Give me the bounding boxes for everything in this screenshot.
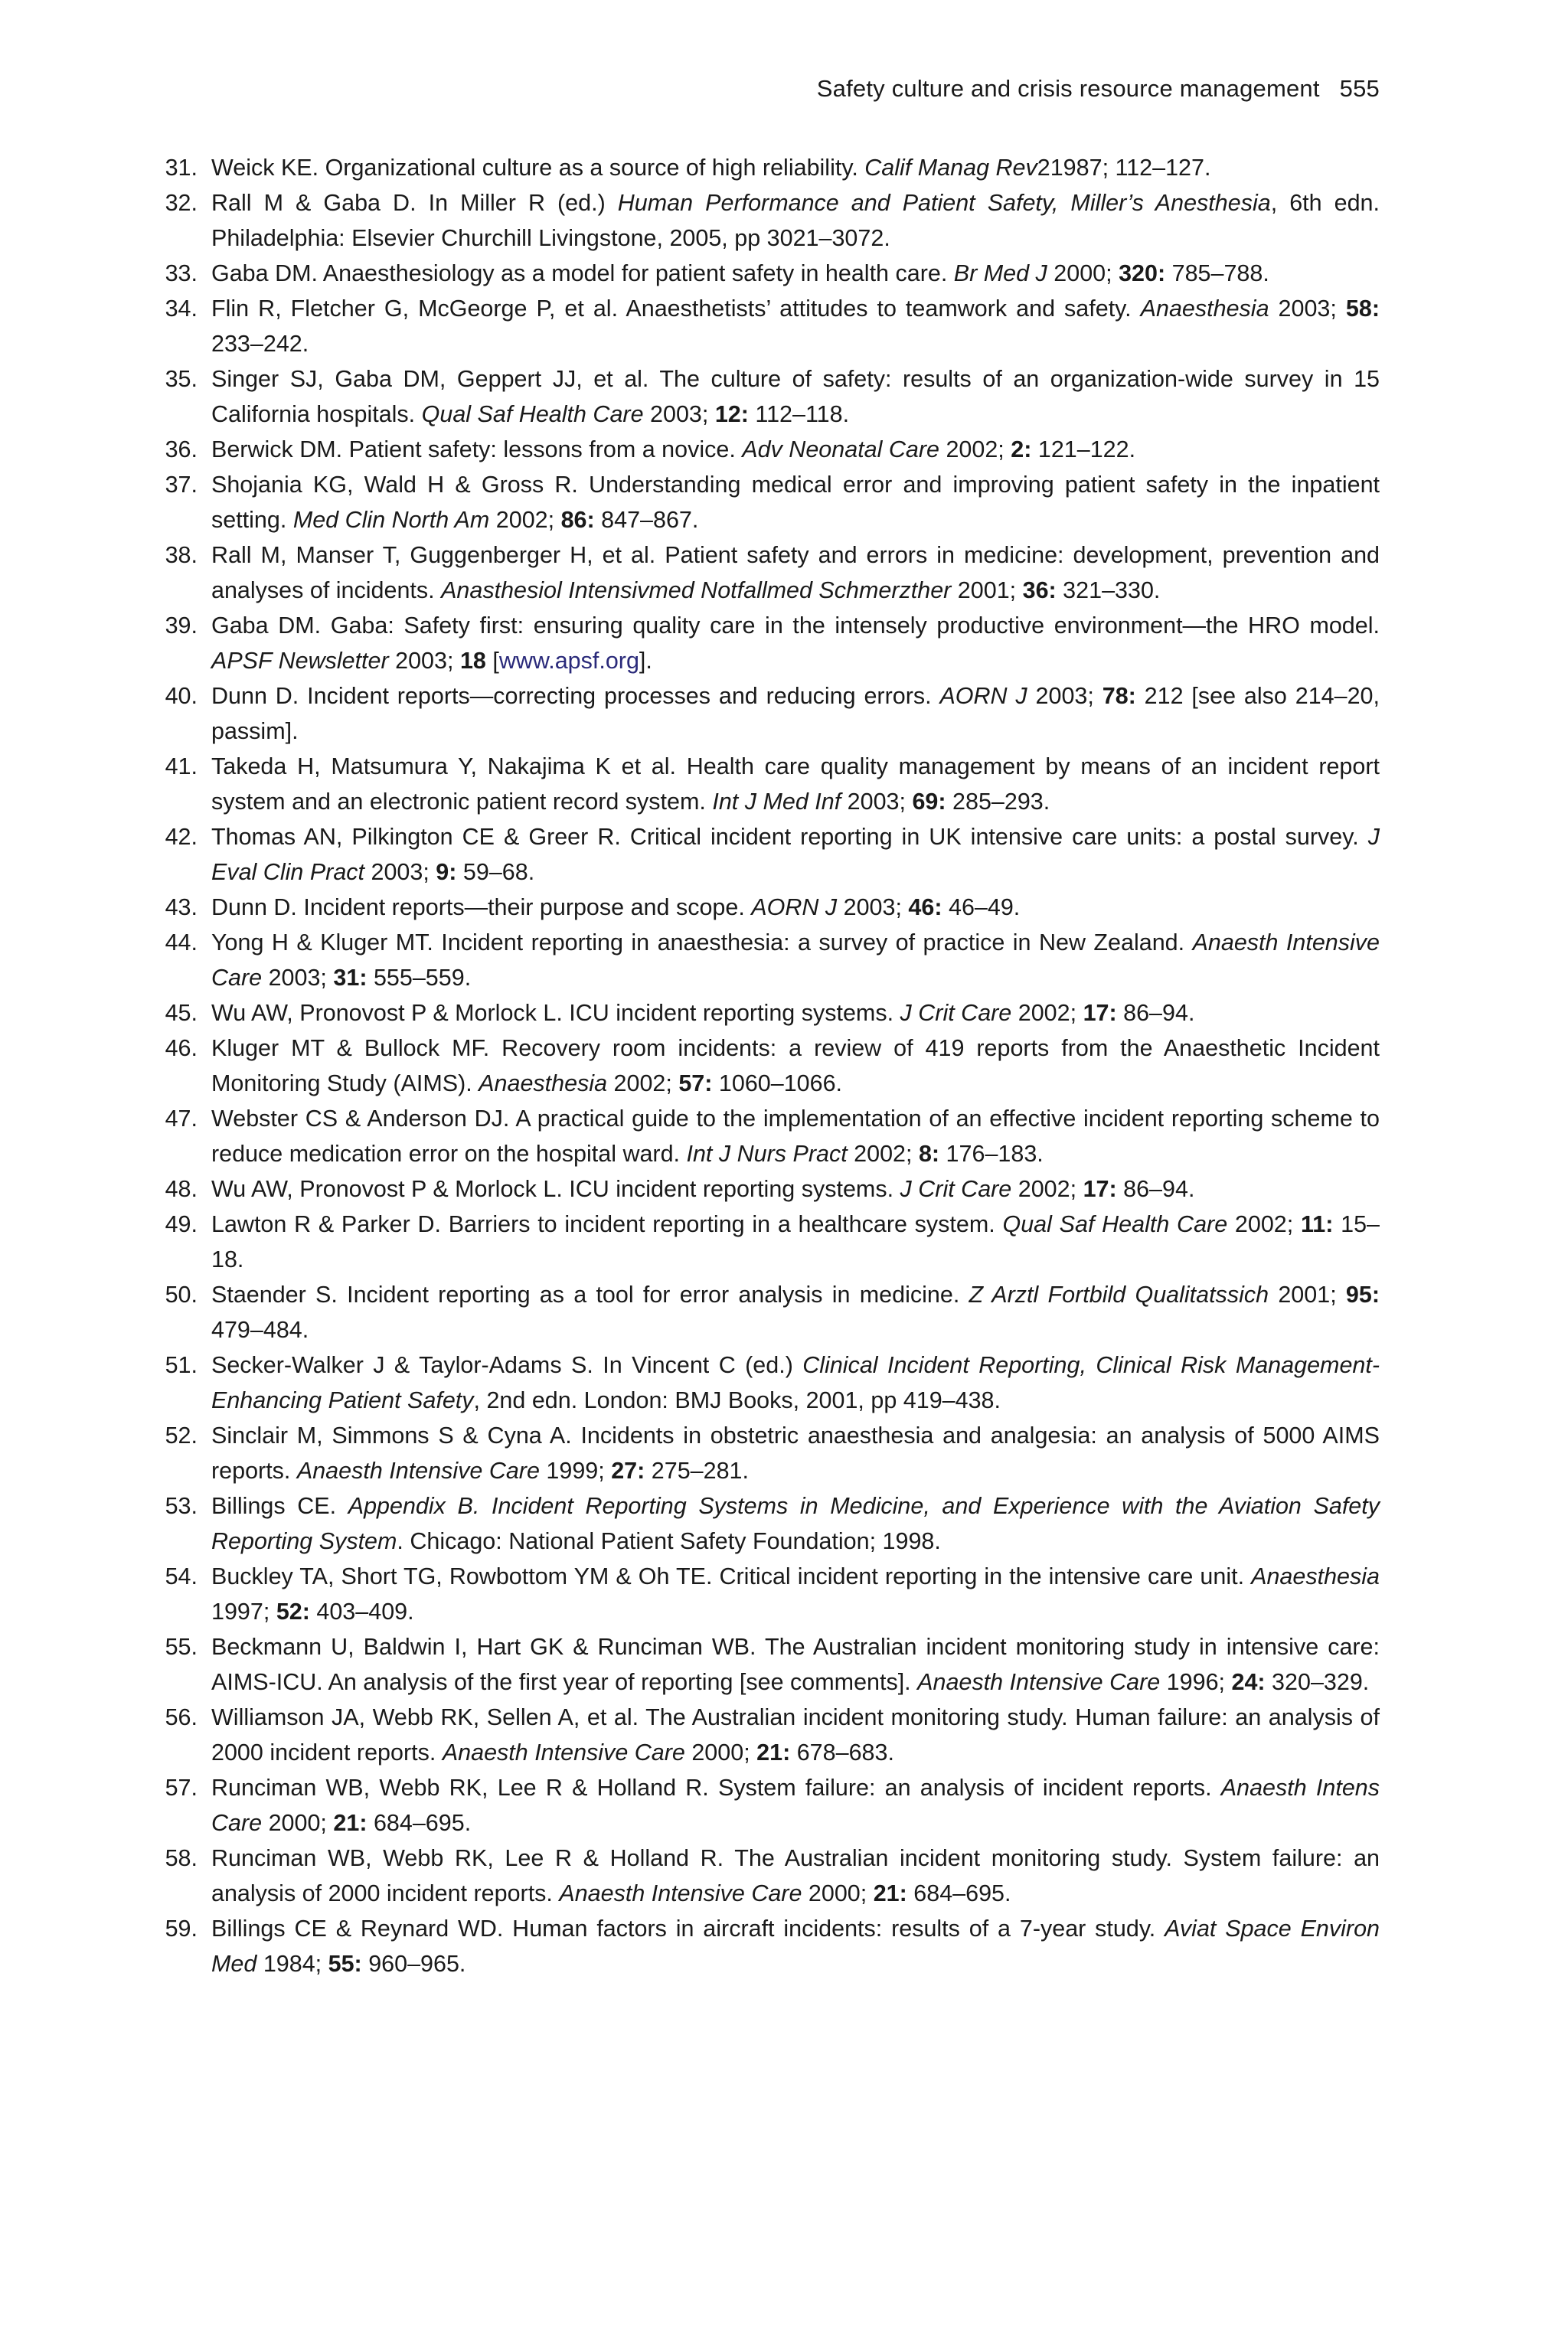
reference-text-segment: 15–18.	[211, 1211, 1380, 1272]
reference-item	[153, 925, 1380, 995]
journal-title: Adv Neonatal Care	[742, 436, 939, 462]
reference-text	[211, 432, 1380, 467]
reference-text-segment: 2000;	[802, 1880, 874, 1906]
journal-title: Anaesthesia	[1140, 296, 1269, 322]
reference-number: 39.	[165, 612, 198, 639]
reference-number: 50.	[165, 1282, 198, 1308]
journal-title: Int J Med Inf	[712, 789, 841, 815]
reference-text-segment: 479–484.	[211, 1317, 309, 1343]
reference-item	[153, 467, 1380, 537]
page-number: 555	[1339, 75, 1380, 102]
reference-number: 54.	[165, 1563, 198, 1589]
journal-title: APSF Newsletter	[211, 648, 389, 674]
reference-text-segment: 2000;	[684, 1740, 757, 1766]
volume-number: 320:	[1119, 260, 1166, 286]
reference-text-segment: 785–788.	[1165, 260, 1269, 286]
reference-text	[211, 1277, 1380, 1348]
reference-text-segment: 2000;	[262, 1810, 334, 1836]
journal-title: Clinical Incident Reporting, Clinical Risk Management-Enhancing Patient Safety	[211, 1352, 1380, 1413]
reference-text-segment: Takeda H, Matsumura Y, Nakajima K et al. Health care quality management by means of an incident report system and an electronic patient record system.	[211, 753, 1380, 815]
reference-number: 56.	[165, 1704, 198, 1730]
reference-number: 55.	[165, 1634, 198, 1660]
reference-number: 45.	[165, 1000, 198, 1026]
volume-number: 52:	[276, 1599, 310, 1625]
reference-text-segment: 2003;	[841, 789, 913, 815]
reference-text-segment: Thomas AN, Pilkington CE & Greer R. Critical incident reporting in UK intensive care units: a postal survey.	[211, 824, 1368, 850]
reference-item	[153, 361, 1380, 432]
reference-text-segment: 275–281.	[645, 1458, 749, 1484]
reference-number: 38.	[165, 542, 198, 568]
reference-item	[153, 749, 1380, 819]
reference-item	[153, 1171, 1380, 1207]
reference-text-segment: Rall M & Gaba D. In Miller R (ed.)	[211, 190, 618, 216]
reference-text-segment: Yong H & Kluger MT. Incident reporting in anaesthesia: a survey of practice in New Zealand.	[211, 929, 1193, 956]
reference-text	[211, 995, 1380, 1031]
reference-text-segment: Gaba DM. Anaesthesiology as a model for patient safety in health care.	[211, 260, 954, 286]
reference-item	[153, 1101, 1380, 1171]
volume-number: 8:	[918, 1141, 940, 1167]
volume-number: 21:	[873, 1880, 907, 1906]
journal-title: Int J Nurs Pract	[686, 1141, 848, 1167]
reference-text-segment: 847–867.	[594, 507, 699, 533]
running-title: Safety culture and crisis resource management	[816, 75, 1320, 102]
reference-item	[153, 1277, 1380, 1348]
reference-text	[211, 1101, 1380, 1171]
reference-text-segment: Dunn D. Incident reports—their purpose and scope.	[211, 894, 752, 920]
reference-text-segment: 21987; 112–127.	[1037, 155, 1211, 181]
reference-text-segment: 2002;	[939, 436, 1011, 462]
reference-text-segment: 2000;	[1047, 260, 1119, 286]
journal-title: Aviat Space Environ Med	[211, 1916, 1380, 1977]
reference-text-segment: Gaba DM. Gaba: Safety first: ensuring quality care in the intensely productive environment—the HRO model.	[211, 612, 1380, 639]
reference-text-segment: 2003;	[262, 965, 334, 991]
reference-item	[153, 537, 1380, 608]
volume-number: 11:	[1300, 1211, 1334, 1237]
journal-title: AORN J	[751, 894, 838, 920]
reference-text	[211, 1700, 1380, 1770]
volume-number: 2:	[1011, 436, 1032, 462]
reference-text	[211, 291, 1380, 361]
reference-text-segment: Runciman WB, Webb RK, Lee R & Holland R. System failure: an analysis of incident reports.	[211, 1775, 1221, 1801]
reference-text	[211, 1031, 1380, 1101]
reference-item	[153, 995, 1380, 1031]
journal-title: Anaesth Intensive Care	[442, 1740, 685, 1766]
reference-item	[153, 819, 1380, 890]
journal-title: Anaesth Intensive Care	[559, 1880, 802, 1906]
reference-text-segment: Billings CE.	[211, 1493, 348, 1519]
reference-text-segment: Flin R, Fletcher G, McGeorge P, et al. Anaesthetists’ attitudes to teamwork and safety.	[211, 296, 1141, 322]
reference-text-segment: Runciman WB, Webb RK, Lee R & Holland R. The Australian incident monitoring study. System failure: an analysis of 2000 incident reports.	[211, 1845, 1380, 1906]
reference-item	[153, 890, 1380, 925]
reference-text-segment: Wu AW, Pronovost P & Morlock L. ICU incident reporting systems.	[211, 1176, 900, 1202]
reference-number: 34.	[165, 296, 198, 322]
journal-title: Anaesth Intensive Care	[211, 929, 1380, 991]
reference-text-segment: ].	[639, 648, 652, 674]
reference-text-segment: Berwick DM. Patient safety: lessons from a novice.	[211, 436, 743, 462]
reference-text	[211, 1418, 1380, 1488]
reference-text-segment: Sinclair M, Simmons S & Cyna A. Incidents in obstetric anaesthesia and analgesia: an analysis of 5000 AIMS reports.	[211, 1423, 1380, 1484]
reference-number: 47.	[165, 1106, 198, 1132]
volume-number: 46:	[908, 894, 942, 920]
reference-link[interactable]: www.apsf.org	[498, 648, 639, 674]
reference-number: 42.	[165, 824, 198, 850]
reference-text-segment: 2002;	[489, 507, 561, 533]
reference-text-segment: 1997;	[211, 1599, 276, 1625]
reference-text-segment: . Chicago: National Patient Safety Foundation; 1998.	[397, 1528, 941, 1554]
reference-text-segment: 321–330.	[1056, 577, 1161, 603]
reference-item	[153, 1841, 1380, 1911]
reference-text-segment: 112–118.	[748, 401, 850, 427]
reference-text	[211, 749, 1380, 819]
journal-title: Anaesth Intensive Care	[917, 1669, 1161, 1695]
reference-text-segment: 285–293.	[946, 789, 1050, 815]
reference-list	[153, 150, 1380, 1981]
reference-text	[211, 185, 1380, 256]
reference-text	[211, 1207, 1380, 1277]
reference-item	[153, 1770, 1380, 1841]
journal-title: J Crit Care	[900, 1176, 1012, 1202]
reference-text-segment: 46–49.	[942, 894, 1021, 920]
reference-text-segment: Williamson JA, Webb RK, Sellen A, et al. The Australian incident monitoring study. Human failure: an analysis of 2000 incident reports.	[211, 1704, 1380, 1766]
reference-text-segment: 684–695.	[367, 1810, 472, 1836]
reference-number: 31.	[165, 155, 198, 181]
reference-text-segment: 233–242.	[211, 331, 309, 357]
journal-title: J Crit Care	[900, 1000, 1012, 1026]
reference-text	[211, 1629, 1380, 1700]
volume-number: 9:	[436, 859, 457, 885]
journal-title: Anaesthesia	[479, 1070, 608, 1096]
journal-title: Anaesth Intens Care	[211, 1775, 1380, 1836]
reference-text-segment: [	[485, 648, 499, 674]
reference-number: 41.	[165, 753, 198, 779]
reference-item	[153, 291, 1380, 361]
reference-number: 44.	[165, 929, 198, 956]
volume-number: 12:	[714, 401, 749, 427]
reference-text-segment: , 2nd edn. London: BMJ Books, 2001, pp 419–438.	[473, 1387, 1001, 1413]
reference-text-segment: 86–94.	[1116, 1000, 1195, 1026]
journal-title: Br Med J	[953, 260, 1047, 286]
reference-text-segment: 2002;	[1227, 1211, 1301, 1237]
reference-text-segment: Buckley TA, Short TG, Rowbottom YM & Oh TE. Critical incident reporting in the intensive care unit.	[211, 1563, 1252, 1589]
reference-item	[153, 1207, 1380, 1277]
reference-item	[153, 1911, 1380, 1981]
journal-title: Appendix B. Incident Reporting Systems in Medicine, and Experience with the Aviation Safety Reporting System	[211, 1493, 1380, 1554]
volume-number: 95:	[1345, 1282, 1380, 1308]
reference-text-segment: 2003;	[643, 401, 715, 427]
reference-text	[211, 1770, 1380, 1841]
running-header	[817, 75, 1380, 103]
reference-text-segment: Singer SJ, Gaba DM, Geppert JJ, et al. The culture of safety: results of an organization-wide survey in 15 California hospitals.	[211, 366, 1380, 427]
journal-title: J Eval Clin Pract	[211, 824, 1380, 885]
reference-number: 36.	[165, 436, 198, 462]
reference-item	[153, 1700, 1380, 1770]
reference-text-segment: 684–695.	[906, 1880, 1011, 1906]
reference-number: 49.	[165, 1211, 198, 1237]
reference-number: 46.	[165, 1035, 198, 1061]
reference-text-segment: 2001;	[1269, 1282, 1346, 1308]
reference-number: 35.	[165, 366, 198, 392]
reference-number: 48.	[165, 1176, 198, 1202]
journal-title: Calif Manag Rev	[864, 155, 1037, 181]
volume-number: 69:	[912, 789, 946, 815]
reference-text-segment: 86–94.	[1116, 1176, 1195, 1202]
journal-title: Anaesthesia	[1251, 1563, 1380, 1589]
volume-number: 57:	[678, 1070, 713, 1096]
reference-text	[211, 150, 1380, 185]
reference-number: 32.	[165, 190, 198, 216]
journal-title: AORN J	[939, 683, 1027, 709]
reference-text-segment: 59–68.	[456, 859, 535, 885]
reference-text-segment: 1060–1066.	[712, 1070, 843, 1096]
reference-text-segment: 403–409.	[309, 1599, 414, 1625]
reference-text-segment: 2001;	[951, 577, 1023, 603]
reference-text-segment: 1999;	[539, 1458, 612, 1484]
reference-text-segment: 960–965.	[361, 1951, 466, 1977]
reference-text	[211, 1559, 1380, 1629]
reference-text-segment: 212 [see also 214–20, passim].	[211, 683, 1380, 744]
reference-text-segment: Billings CE & Reynard WD. Human factors in aircraft incidents: results of a 7-year study.	[211, 1916, 1165, 1942]
reference-number: 52.	[165, 1423, 198, 1449]
reference-text-segment: 2002;	[847, 1141, 919, 1167]
reference-number: 33.	[165, 260, 198, 286]
reference-text-segment: 678–683.	[790, 1740, 894, 1766]
journal-title: Qual Saf Health Care	[1002, 1211, 1228, 1237]
volume-number: 36:	[1022, 577, 1057, 603]
reference-text-segment: 555–559.	[367, 965, 472, 991]
journal-title: Anaesth Intensive Care	[296, 1458, 540, 1484]
reference-text-segment: 2002;	[1011, 1176, 1083, 1202]
reference-item	[153, 150, 1380, 185]
reference-number: 59.	[165, 1916, 198, 1942]
volume-number: 78:	[1102, 683, 1136, 709]
reference-text	[211, 1171, 1380, 1207]
volume-number: 21:	[756, 1740, 791, 1766]
reference-text-segment: 2003;	[837, 894, 909, 920]
reference-text-segment: Dunn D. Incident reports—correcting processes and reducing errors.	[211, 683, 940, 709]
journal-title: Med Clin North Am	[292, 507, 490, 533]
reference-item	[153, 1559, 1380, 1629]
reference-number: 43.	[165, 894, 198, 920]
reference-text-segment: Secker-Walker J & Taylor-Adams S. In Vincent C (ed.)	[211, 1352, 803, 1378]
volume-number: 27:	[611, 1458, 645, 1484]
reference-item	[153, 185, 1380, 256]
reference-item	[153, 678, 1380, 749]
reference-text-segment: 2003;	[364, 859, 436, 885]
reference-text-segment: 2002;	[607, 1070, 679, 1096]
volume-number: 17:	[1083, 1176, 1117, 1202]
reference-number: 53.	[165, 1493, 198, 1519]
volume-number: 17:	[1083, 1000, 1117, 1026]
reference-text-segment: 2003;	[388, 648, 460, 674]
reference-text	[211, 537, 1380, 608]
reference-text-segment: 320–329.	[1265, 1669, 1370, 1695]
reference-text	[211, 1911, 1380, 1981]
reference-item	[153, 432, 1380, 467]
reference-text-segment: Staender S. Incident reporting as a tool for error analysis in medicine.	[211, 1282, 969, 1308]
volume-number: 58:	[1345, 296, 1380, 322]
reference-text-segment: 1996;	[1160, 1669, 1232, 1695]
reference-text-segment: Lawton R & Parker D. Barriers to incident reporting in a healthcare system.	[211, 1211, 1003, 1237]
volume-number: 55:	[328, 1951, 362, 1977]
reference-text	[211, 925, 1380, 995]
reference-number: 51.	[165, 1352, 198, 1378]
reference-text-segment: 2003;	[1269, 296, 1346, 322]
reference-text-segment: Weick KE. Organizational culture as a source of high reliability.	[211, 155, 865, 181]
journal-title: Z Arztl Fortbild Qualitatssich	[969, 1282, 1269, 1308]
reference-text	[211, 819, 1380, 890]
reference-item	[153, 1418, 1380, 1488]
reference-text	[211, 1348, 1380, 1418]
reference-text-segment: 2003;	[1027, 683, 1102, 709]
volume-number: 86:	[560, 507, 595, 533]
reference-text	[211, 890, 1380, 925]
reference-text	[211, 1841, 1380, 1911]
reference-number: 58.	[165, 1845, 198, 1871]
reference-item	[153, 256, 1380, 291]
reference-number: 40.	[165, 683, 198, 709]
volume-number: 21:	[333, 1810, 368, 1836]
reference-number: 57.	[165, 1775, 198, 1801]
reference-text-segment: Wu AW, Pronovost P & Morlock L. ICU incident reporting systems.	[211, 1000, 900, 1026]
reference-text	[211, 1488, 1380, 1559]
journal-title: Qual Saf Health Care	[421, 401, 644, 427]
reference-text-segment: 1984;	[256, 1951, 328, 1977]
reference-text-segment: Kluger MT & Bullock MF. Recovery room incidents: a review of 419 reports from the Anaesthetic Incident Monitoring Study (AIMS).	[211, 1035, 1380, 1096]
reference-text	[211, 361, 1380, 432]
reference-text-segment: Rall M, Manser T, Guggenberger H, et al. Patient safety and errors in medicine: development, prevention and analyses of incidents.	[211, 542, 1380, 603]
reference-text-segment: 121–122.	[1031, 436, 1136, 462]
reference-item	[153, 1488, 1380, 1559]
reference-number: 37.	[165, 472, 198, 498]
reference-text-segment: Webster CS & Anderson DJ. A practical guide to the implementation of an effective incident reporting scheme to reduce medication error on the hospital ward.	[211, 1106, 1380, 1167]
reference-item	[153, 1348, 1380, 1418]
reference-item	[153, 1629, 1380, 1700]
reference-text-segment: , 6th edn. Philadelphia: Elsevier Churchill Livingstone, 2005, pp 3021–3072.	[211, 190, 1380, 251]
reference-item	[153, 1031, 1380, 1101]
volume-number: 18	[459, 648, 486, 674]
reference-text	[211, 256, 1380, 291]
reference-text-segment: Beckmann U, Baldwin I, Hart GK & Runciman WB. The Australian incident monitoring study in intensive care: AIMS-ICU. An analysis of the first year of reporting [see comments].	[211, 1634, 1380, 1695]
volume-number: 31:	[333, 965, 368, 991]
journal-title: Human Performance and Patient Safety, Miller’s Anesthesia	[617, 190, 1271, 216]
reference-item	[153, 608, 1380, 678]
reference-text-segment: 176–183.	[939, 1141, 1044, 1167]
reference-text	[211, 608, 1380, 678]
reference-text	[211, 678, 1380, 749]
reference-text	[211, 467, 1380, 537]
reference-text-segment: 2002;	[1011, 1000, 1083, 1026]
volume-number: 24:	[1231, 1669, 1266, 1695]
journal-title: Anasthesiol Intensivmed Notfallmed Schmerzther	[441, 577, 952, 603]
reference-text-segment: Shojania KG, Wald H & Gross R. Understanding medical error and improving patient safety in the inpatient setting.	[211, 472, 1380, 533]
